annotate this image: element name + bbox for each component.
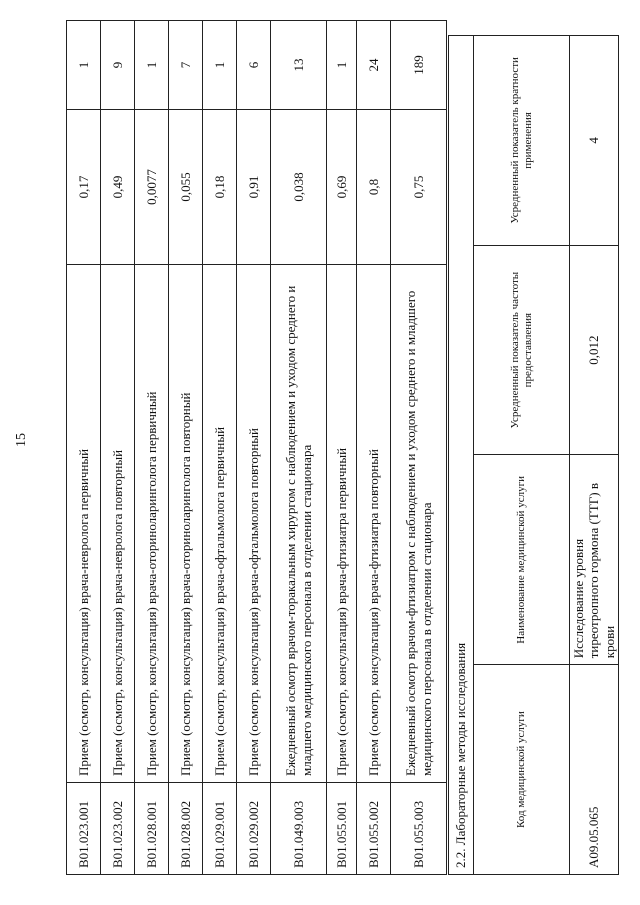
row-code: B01.055.002 (357, 783, 391, 875)
row-multiplicity: 6 (237, 21, 271, 110)
row-name: Прием (осмотр, консультация) врача-фтизиатра повторный (357, 265, 391, 783)
row-frequency: 0,055 (169, 110, 203, 265)
section-title: 2.2. Лабораторные методы исследования (449, 36, 474, 875)
page-number: 15 (14, 433, 29, 447)
header-multiplicity: Усредненный показатель кратности применения (474, 36, 570, 246)
row-frequency: 0,75 (391, 110, 447, 265)
row-code: B01.029.002 (237, 783, 271, 875)
row-multiplicity: 1 (135, 21, 169, 110)
row-frequency: 0,69 (327, 110, 357, 265)
row-code: B01.028.001 (135, 783, 169, 875)
row-frequency: 0,038 (271, 110, 327, 265)
lab-methods-table (448, 35, 619, 875)
row-code: B01.023.001 (67, 783, 101, 875)
row-name: Прием (осмотр, консультация) врача-офтальмолога первичный (203, 265, 237, 783)
lab-row-frequency: 0,012 (570, 245, 619, 455)
row-code: B01.049.003 (271, 783, 327, 875)
table-row (135, 21, 169, 875)
row-frequency: 0,91 (237, 110, 271, 265)
table-row (391, 21, 447, 875)
header-name: Наименование медицинской услуги (474, 455, 570, 665)
row-multiplicity: 1 (67, 21, 101, 110)
lab-row-multiplicity: 4 (570, 36, 619, 246)
row-multiplicity: 1 (327, 21, 357, 110)
table-row (101, 21, 135, 875)
row-frequency: 0,18 (203, 110, 237, 265)
header-frequency: Усредненный показатель частоты предоставления (474, 245, 570, 455)
row-code: B01.028.002 (169, 783, 203, 875)
row-multiplicity: 13 (271, 21, 327, 110)
row-name: Прием (осмотр, консультация) врача-оториноларинголога первичный (135, 265, 169, 783)
row-code: B01.029.001 (203, 783, 237, 875)
lab-row-code: A09.05.065 (570, 665, 619, 875)
row-name: Прием (осмотр, консультация) врача-оториноларинголога повторный (169, 265, 203, 783)
row-multiplicity: 189 (391, 21, 447, 110)
row-name: Прием (осмотр, консультация) врача-невролога повторный (101, 265, 135, 783)
row-name: Ежедневный осмотр врачом-торакальным хирургом с наблюдением и уходом среднего и младшего медицинского персонала в отделении стационара (271, 265, 327, 783)
row-name: Ежедневный осмотр врачом-фтизиатром с наблюдением и уходом среднего и младшего медицинского персонала в отделении стационара (391, 265, 447, 783)
table-row (67, 21, 101, 875)
header-code: Код медицинской услуги (474, 665, 570, 875)
row-code: B01.023.002 (101, 783, 135, 875)
row-code: B01.055.001 (327, 783, 357, 875)
table-row (271, 21, 327, 875)
services-table-top (66, 20, 447, 875)
row-multiplicity: 9 (101, 21, 135, 110)
row-name: Прием (осмотр, консультация) врача-фтизиатра первичный (327, 265, 357, 783)
table-row (203, 21, 237, 875)
row-name: Прием (осмотр, консультация) врача-офтальмолога повторный (237, 265, 271, 783)
row-code: B01.055.003 (391, 783, 447, 875)
row-multiplicity: 7 (169, 21, 203, 110)
row-multiplicity: 24 (357, 21, 391, 110)
table-row (327, 21, 357, 875)
row-multiplicity: 1 (203, 21, 237, 110)
row-frequency: 0,0077 (135, 110, 169, 265)
row-name: Прием (осмотр, консультация) врача-невролога первичный (67, 265, 101, 783)
table-row (169, 21, 203, 875)
lab-row-name: Исследование уровня тиреотропного гормона (ТТГ) в крови (570, 455, 619, 665)
row-frequency: 0,8 (357, 110, 391, 265)
table-row (357, 21, 391, 875)
row-frequency: 0,17 (67, 110, 101, 265)
table-row (237, 21, 271, 875)
row-frequency: 0,49 (101, 110, 135, 265)
